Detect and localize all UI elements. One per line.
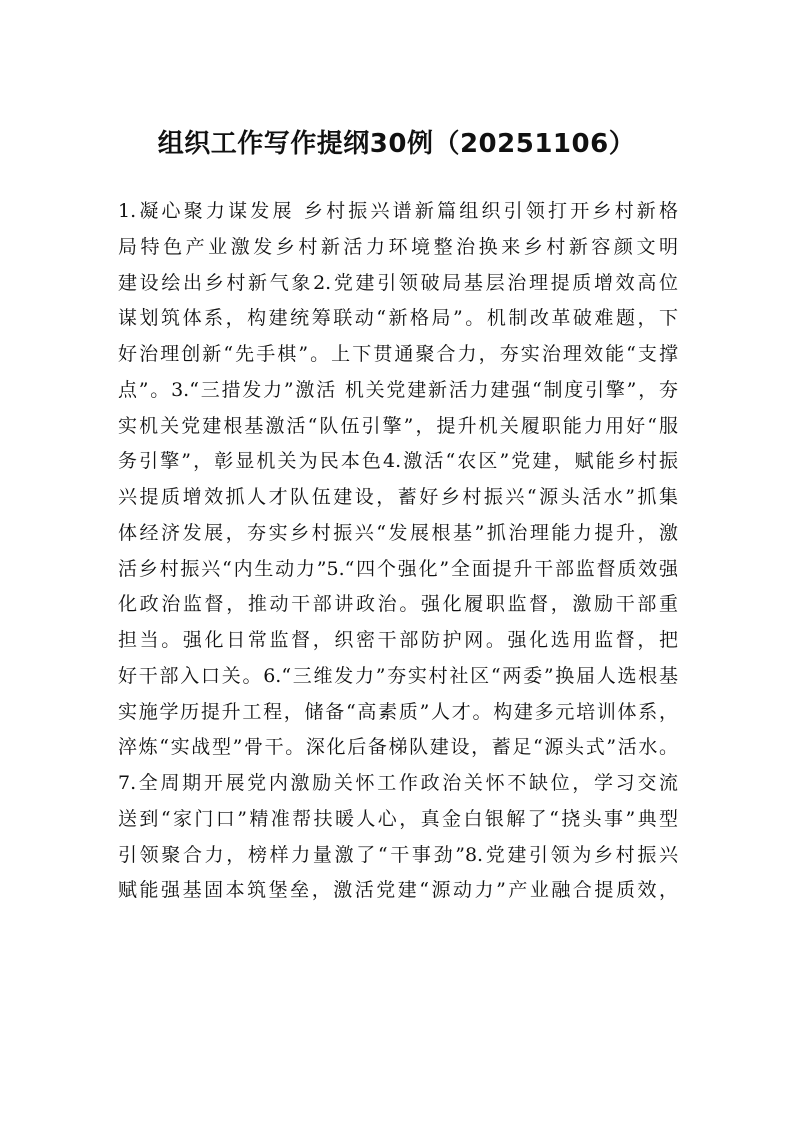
- body-line: 局特色产业激发乡村新活力环境整治换来乡村新容颜文明: [118, 235, 678, 258]
- body-line: 点”。3.“三措发力”激活 机关党建新活力建强“制度引擎”，夯: [118, 378, 678, 401]
- body-line: 送到“家门口”精准帮扶暖人心，真金白银解了“挠头事”典型: [118, 807, 678, 830]
- body-line: 务引擎”，彰显机关为民本色4.激活“农区”党建，赋能乡村振: [118, 450, 678, 473]
- body-line: 引领聚合力，榜样力量激了“干事劲”8.党建引领为乡村振兴: [118, 843, 678, 866]
- body-line: 1.凝心聚力谋发展 乡村振兴谱新篇组织引领打开乡村新格: [118, 200, 678, 222]
- body-line: 谋划筑体系，构建统筹联动“新格局”。机制改革破难题，下: [118, 307, 678, 330]
- body-line: 好治理创新“先手棋”。上下贯通聚合力，夯实治理效能“支撑: [118, 343, 678, 365]
- body-line: 活乡村振兴“内生动力”5.“四个强化”全面提升干部监督质效强: [118, 557, 678, 580]
- body-line: 7.全周期开展党内激励关怀工作政治关怀不缺位，学习交流: [118, 772, 678, 794]
- body-line: 建设绘出乡村新气象2.党建引领破局基层治理提质增效高位: [118, 271, 678, 294]
- body-line: 好干部入口关。6.“三维发力”夯实村社区“两委”换届人选根基: [118, 664, 678, 687]
- body-line: 担当。强化日常监督，织密干部防护网。强化选用监督，把: [118, 629, 678, 651]
- body-line: 实机关党建根基激活“队伍引擎”，提升机关履职能力用好“服: [118, 414, 678, 437]
- body-line: 实施学历提升工程，储备“高素质”人才。构建多元培训体系，: [118, 700, 678, 723]
- body-line: 体经济发展，夯实乡村振兴“发展根基”抓治理能力提升，激: [118, 521, 678, 544]
- body-line: 淬炼“实战型”骨干。深化后备梯队建设，蓄足“源头式”活水。: [118, 736, 678, 759]
- document-title: 组织工作写作提纲30例（20251106）: [157, 129, 636, 159]
- document-body: [118, 194, 678, 909]
- body-line: 化政治监督，推动干部讲政治。强化履职监督，激励干部重: [118, 593, 678, 616]
- body-line: 兴提质增效抓人才队伍建设，蓄好乡村振兴“源头活水”抓集: [118, 486, 678, 508]
- body-line: 赋能强基固本筑堡垒，激活党建“源动力”产业融合提质效，: [118, 879, 678, 902]
